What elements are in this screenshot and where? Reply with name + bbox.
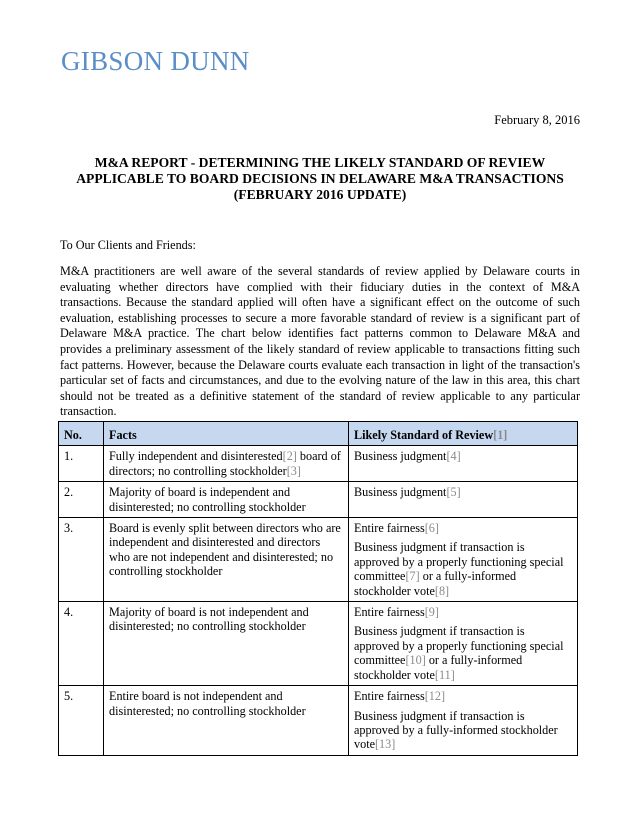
- table-row: [59, 686, 578, 756]
- standard-line: [354, 624, 572, 682]
- footnote-link[interactable]: [10]: [405, 653, 426, 668]
- standard-line: [354, 521, 572, 535]
- standard-line: [354, 605, 572, 619]
- row-facts: Board is evenly split between directors who are independent and disinterested and directors who are not independent and disinterested; no controlling stockholder: [104, 518, 349, 602]
- row-number: 5.: [59, 686, 104, 756]
- standard-text: or a fully-informed stockholder vote: [354, 569, 517, 598]
- firm-logo: GIBSON DUNN: [61, 46, 250, 76]
- row-standard: [349, 518, 578, 602]
- standard-text: Business judgment: [354, 449, 447, 464]
- standard-text: Business judgment if transaction is approved by a properly functioning special committee: [354, 624, 564, 668]
- standards-table: [58, 421, 578, 756]
- standard-text: or a fully-informed stockholder vote: [354, 653, 523, 682]
- table-row: [59, 518, 578, 602]
- footnote-link[interactable]: [1]: [493, 428, 508, 442]
- standard-line: [354, 540, 572, 598]
- footnote-link[interactable]: [6]: [424, 521, 439, 536]
- row-standard: [349, 482, 578, 518]
- standard-line: [354, 689, 572, 703]
- row-facts: Majority of board is independent and disinterested; no controlling stockholder: [104, 482, 349, 518]
- standard-text: Entire fairness: [354, 605, 425, 620]
- greeting: To Our Clients and Friends:: [60, 238, 196, 252]
- standard-line: [354, 709, 572, 752]
- row-standard: [349, 602, 578, 686]
- footnote-link[interactable]: [2]: [282, 449, 297, 464]
- row-number: 4.: [59, 602, 104, 686]
- standard-text: Entire fairness: [354, 689, 425, 704]
- standard-text: Entire fairness: [354, 521, 425, 536]
- table-row: [59, 602, 578, 686]
- footnote-link[interactable]: [3]: [286, 463, 301, 478]
- table-header-row: [59, 422, 578, 446]
- standard-text: Business judgment if transaction is approved by a fully-informed stockholder vote: [354, 708, 558, 752]
- row-facts: [104, 446, 349, 482]
- row-standard: [349, 686, 578, 756]
- intro-paragraph: M&A practitioners are well aware of the several standards of review applied by Delaware courts in evaluating whether directors have complied with their fiduciary duties in the context of M&A transactions. Because the standard applied will often have a significant effect on the outcome of such evaluation, establishing processes to secure a more favorable standard of review is a significant part of Delaware M&A practice. The chart below identifies fact patterns common to Delaware M&A and provides a preliminary assessment of the likely standard of review applicable to transactions fitting such fact patterns. However, because the Delaware courts evaluate each transaction in light of the transaction's particular set of facts and circumstances, and due to the evolving nature of the law in this area, this chart should not be treated as a definitive statement of the standard of review applicable to any particular transaction.: [60, 264, 580, 419]
- footnote-link[interactable]: [5]: [446, 485, 461, 500]
- header-standard-label: Likely Standard of Review: [354, 428, 494, 442]
- table-row: [59, 482, 578, 518]
- facts-text: Fully independent and disinterested: [109, 449, 283, 464]
- footnote-link[interactable]: [7]: [405, 569, 420, 584]
- standard-text: Business judgment: [354, 485, 447, 500]
- footnote-link[interactable]: [8]: [434, 583, 450, 598]
- footnote-link[interactable]: [13]: [374, 737, 396, 752]
- header-facts: Facts: [104, 422, 349, 446]
- document-date: February 8, 2016: [494, 113, 580, 127]
- row-number: 2.: [59, 482, 104, 518]
- table-row: [59, 446, 578, 482]
- row-number: 3.: [59, 518, 104, 602]
- footnote-link[interactable]: [9]: [424, 605, 439, 620]
- header-no: No.: [59, 422, 104, 446]
- row-facts: Entire board is not independent and disinterested; no controlling stockholder: [104, 686, 349, 756]
- row-number: 1.: [59, 446, 104, 482]
- standard-text: Business judgment if transaction is approved by a properly functioning special committee: [354, 540, 564, 584]
- footnote-link[interactable]: [12]: [424, 689, 446, 704]
- row-standard: [349, 446, 578, 482]
- report-title: M&A REPORT - DETERMINING THE LIKELY STANDARD OF REVIEW APPLICABLE TO BOARD DECISIONS IN DELAWARE M&A TRANSACTIONS (FEBRUARY 2016 UPDATE): [76, 155, 564, 202]
- facts-text: board of directors; no controlling stockholder: [109, 449, 341, 478]
- row-facts: Majority of board is not independent and disinterested; no controlling stockholder: [104, 602, 349, 686]
- footnote-link[interactable]: [11]: [434, 667, 455, 682]
- header-standard: [349, 422, 578, 446]
- footnote-link[interactable]: [4]: [446, 449, 461, 464]
